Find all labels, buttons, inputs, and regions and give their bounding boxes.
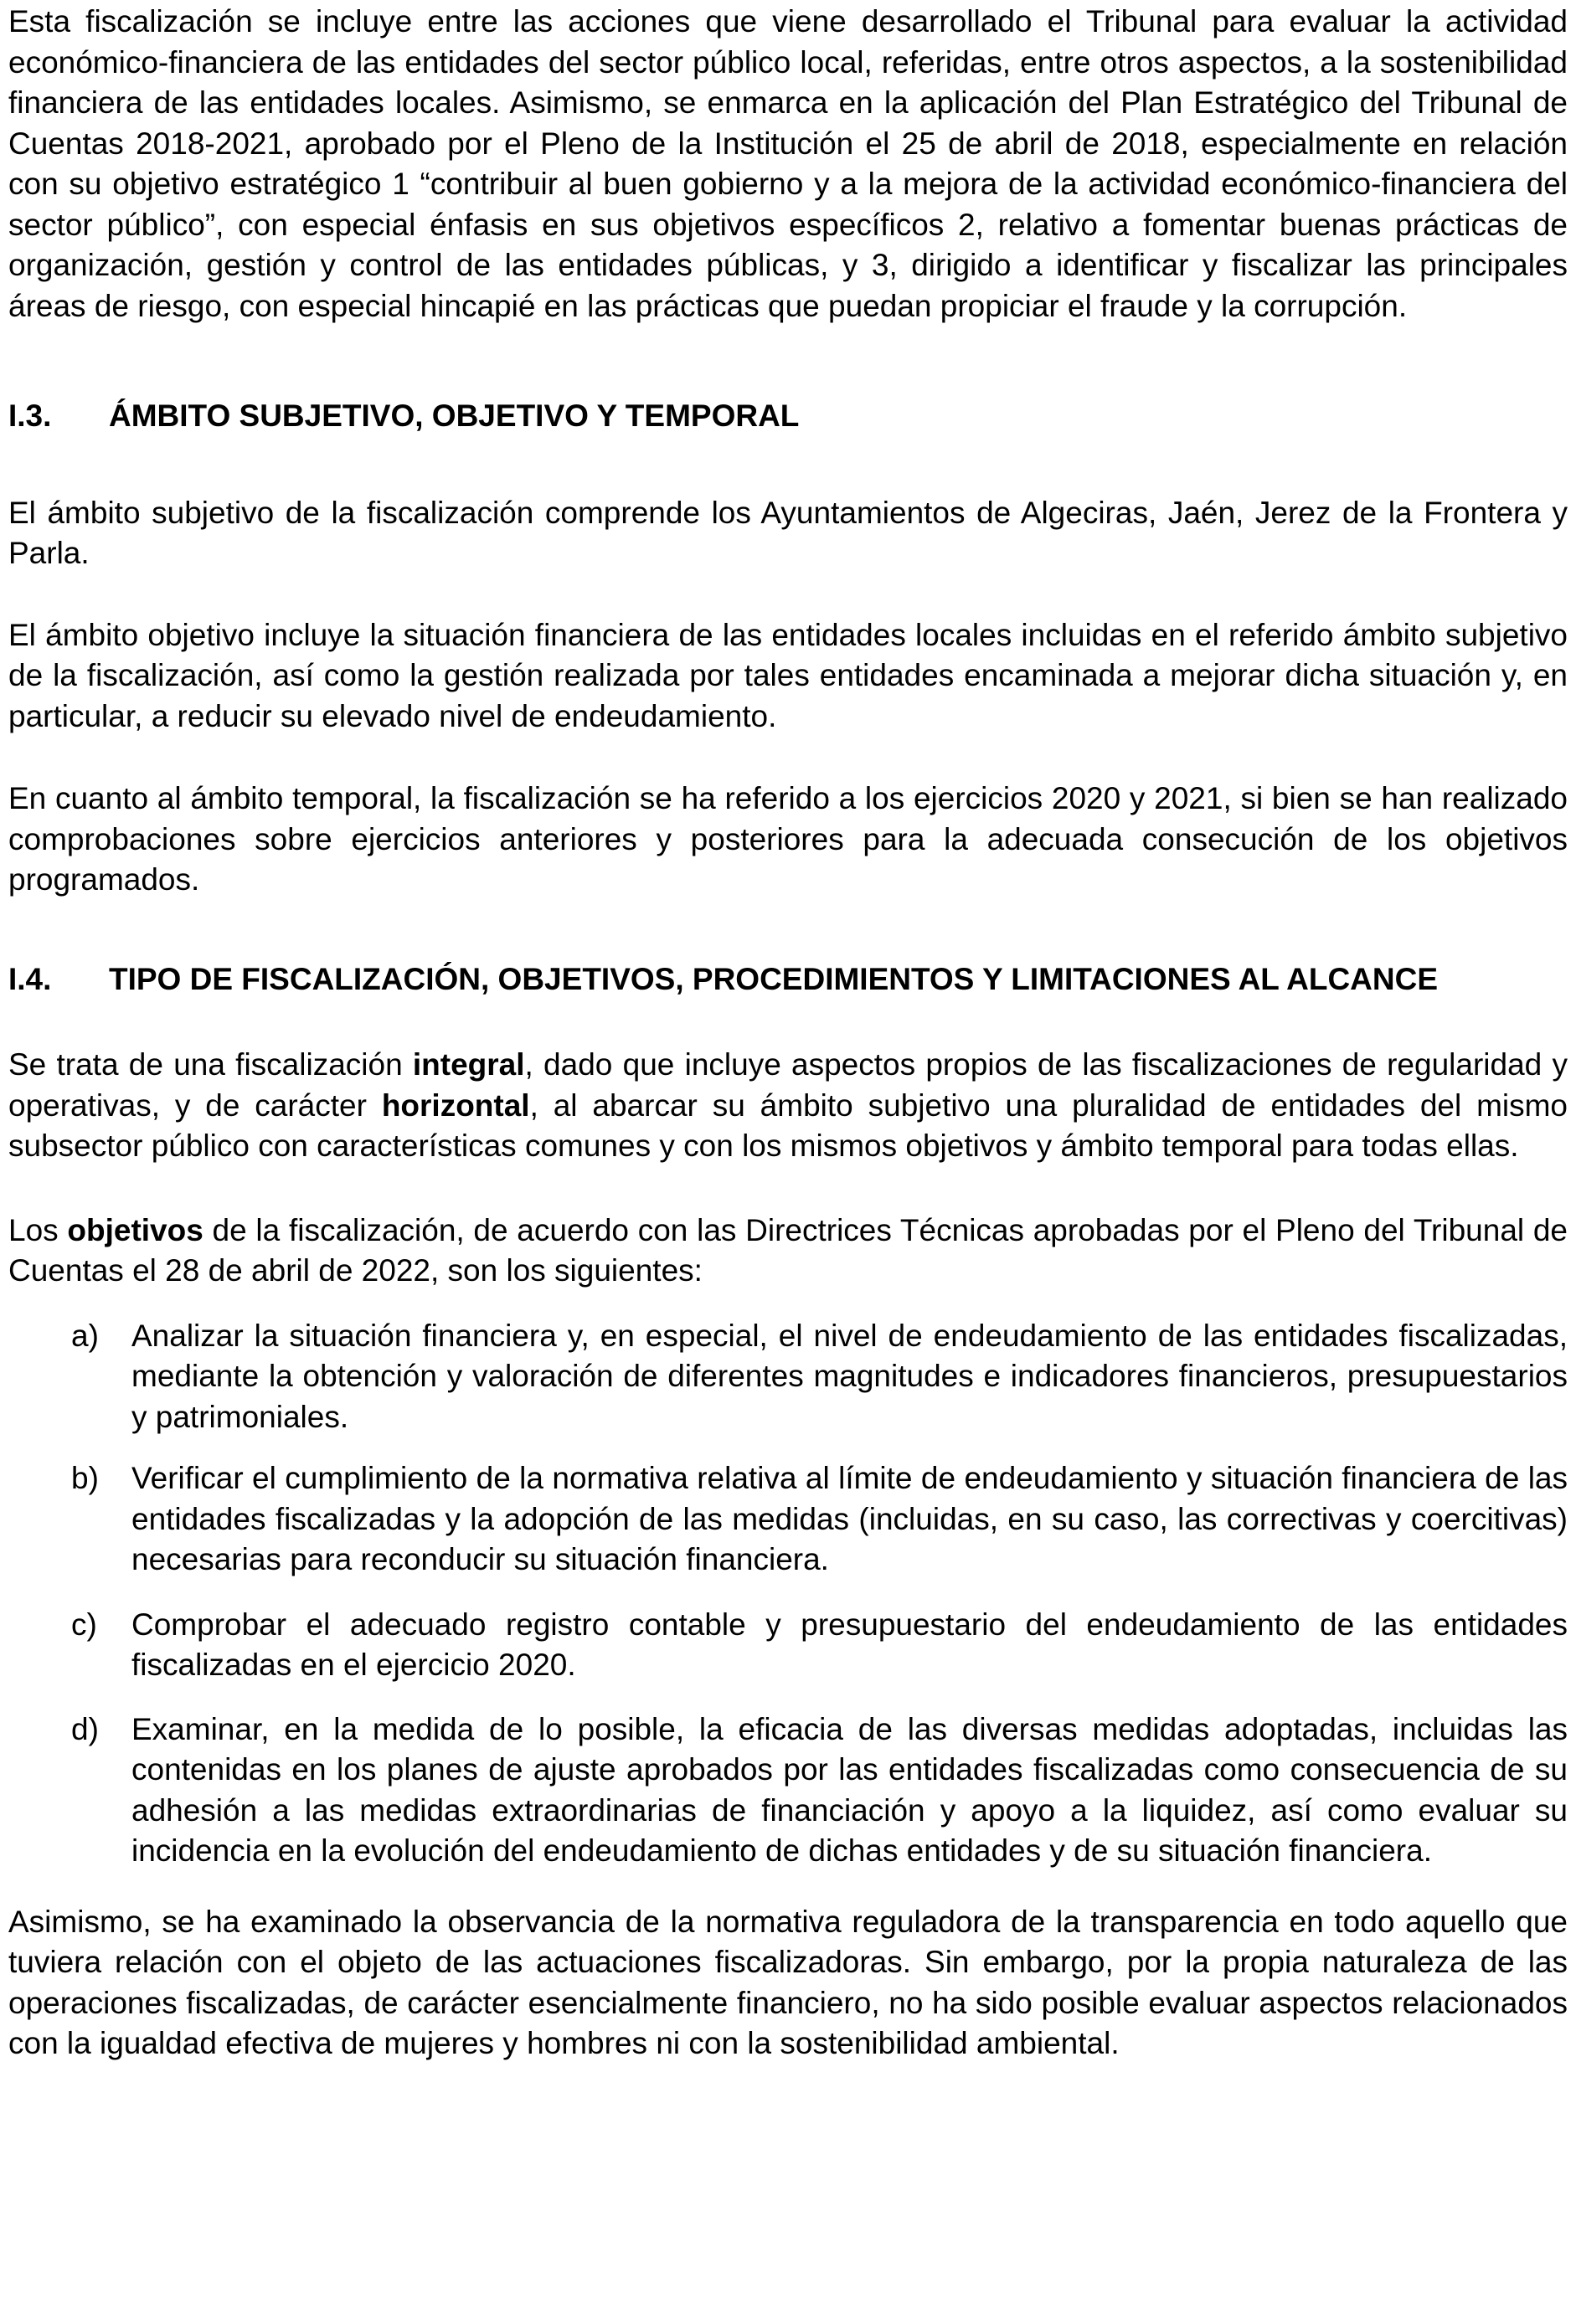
text-run: de la fiscalización, de acuerdo con las Directrices Técnicas aprobadas por el Pleno del Tribunal de Cuentas el 28 de abril de 2022, son los siguientes: [8, 1212, 1568, 1288]
list-item-b [8, 1458, 1568, 1581]
paragraph-transparencia: Asimismo, se ha examinado la observancia de la normativa reguladora de la transparencia en todo aquello que tuviera relación con el objeto de las actuaciones fiscalizadoras. Sin embargo, por la propia naturaleza de las operaciones fiscalizadas, de carácter esencialmente financiero, no ha sido posible evaluar aspectos relacionados con la igualdad efectiva de mujeres y hombres ni con la sostenibilidad ambiental. [8, 1904, 1568, 2060]
section-heading-i4 [8, 959, 1568, 1000]
bold-run-integral: integral [412, 1047, 525, 1082]
paragraph-intro: Esta fiscalización se incluye entre las acciones que viene desarrollado el Tribunal para evaluar la actividad económico-financiera de las entidades del sector público local, referidas, entre otros aspectos, a la sostenibilidad financiera de las entidades locales. Asimismo, se enmarca en la aplicación del Plan Estratégico del Tribunal de Cuentas 2018-2021, aprobado por el Pleno de la Institución el 25 de abril de 2018, especialmente en relación con su objetivo estratégico 1 “contribuir al buen gobierno y a la mejora de la actividad económico-financiera del sector público”, con especial énfasis en sus objetivos específicos 2, relativo a fomentar buenas prácticas de organización, gestión y control de las entidades públicas, y 3, dirigido a identificar y fiscalizar las principales áreas de riesgo, con especial hincapié en las prácticas que puedan propiciar el fraude y la corrupción. [8, 4, 1568, 323]
list-text-b: Verificar el cumplimiento de la normativa relativa al límite de endeudamiento y situación financiera de las entidades fiscalizadas y la adopción de las medidas (incluidas, en su caso, las correctivas y coercitivas) necesarias para reconducir su situación financiera. [131, 1461, 1568, 1576]
list-marker-b: b) [71, 1461, 99, 1495]
section-number-i4: I.4. [8, 961, 52, 996]
list-text-d: Examinar, en la medida de lo posible, la eficacia de las diversas medidas adoptadas, incluidas las contenidas en los planes de ajuste aprobados por las entidades fiscalizadas como consecuencia de su adhesión a las medidas extraordinarias de financiación y apoyo a la liquidez, así como evaluar su incidencia en la evolución del endeudamiento de dichas entidades y de su situación financiera. [131, 1711, 1568, 1868]
section-title-i3: ÁMBITO SUBJETIVO, OBJETIVO Y TEMPORAL [109, 398, 800, 433]
bold-run-objetivos: objetivos [67, 1212, 203, 1247]
list-text-c: Comprobar el adecuado registro contable y presupuestario del endeudamiento de las entidades fiscalizadas en el ejercicio 2020. [131, 1607, 1568, 1682]
text-run: , dado que incluye aspectos propios de las fiscalizaciones de regularidad y operativas, y de carácter [8, 1047, 1568, 1123]
section-heading-i3 [8, 396, 1568, 437]
text-run: Se trata de una fiscalización [8, 1047, 413, 1082]
text-run: Los [8, 1212, 68, 1247]
paragraph-objetivos-intro [8, 1211, 1568, 1292]
paragraph-tipo-fiscalizacion [8, 1045, 1568, 1167]
list-item-c [8, 1605, 1568, 1686]
list-text-a: Analizar la situación financiera y, en especial, el nivel de endeudamiento de las entidades fiscalizadas, mediante la obtención y valoración de diferentes magnitudes e indicadores financieros, presupuestarios y patrimoniales. [131, 1318, 1568, 1434]
bold-run-horizontal: horizontal [381, 1087, 530, 1123]
list-item-d [8, 1710, 1568, 1872]
list-item-a [8, 1316, 1568, 1438]
list-marker-d: d) [71, 1711, 99, 1746]
paragraph-ambito-temporal: En cuanto al ámbito temporal, la fiscalización se ha referido a los ejercicios 2020 y 2021, si bien se han realizado comprobaciones sobre ejercicios anteriores y posteriores para la adecuada consecución de los objetivos programados. [8, 781, 1568, 897]
section-number-i3: I.3. [8, 398, 52, 433]
section-title-i4: TIPO DE FISCALIZACIÓN, OBJETIVOS, PROCEDIMIENTOS Y LIMITACIONES AL ALCANCE [109, 961, 1439, 996]
list-marker-c: c) [71, 1607, 97, 1642]
paragraph-ambito-subjetivo: El ámbito subjetivo de la fiscalización comprende los Ayuntamientos de Algeciras, Jaén, Jerez de la Frontera y Parla. [8, 495, 1568, 570]
paragraph-ambito-objetivo: El ámbito objetivo incluye la situación financiera de las entidades locales incluidas en el referido ámbito subjetivo de la fiscalización, así como la gestión realizada por tales entidades encaminada a mejorar dicha situación y, en particular, a reducir su elevado nivel de endeudamiento. [8, 617, 1568, 733]
list-marker-a: a) [71, 1318, 99, 1353]
text-run: , al abarcar su ámbito subjetivo una pluralidad de entidades del mismo subsector público con características comunes y con los mismos objetivos y ámbito temporal para todas ellas. [8, 1087, 1568, 1163]
